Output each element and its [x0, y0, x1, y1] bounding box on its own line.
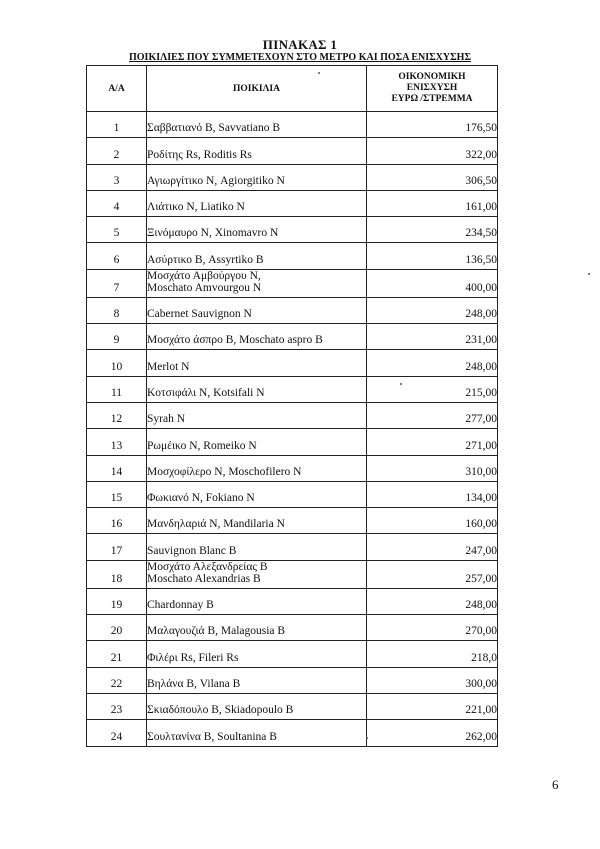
table-row: [87, 269, 498, 297]
table-title: ΠΙΝΑΚΑΣ 1: [262, 37, 338, 52]
table-row: [87, 350, 498, 376]
header-payment: [367, 66, 498, 112]
row-number: 9: [87, 324, 147, 350]
variety-name-line1: Μοσχάτο Αμβούργου Ν,: [147, 269, 261, 282]
variety-name-line1: Μαλαγουζιά Β, Malagousia B: [147, 625, 286, 638]
table-row: [87, 429, 498, 455]
payment-value: 277,00: [367, 402, 498, 428]
variety-name: [147, 560, 367, 588]
payment-value: 262,00: [367, 720, 498, 746]
page-number: 6: [552, 777, 559, 792]
variety-name-line1: Ροδίτης Rs, Roditis Rs: [147, 148, 252, 161]
row-number: 15: [87, 481, 147, 507]
variety-name: [147, 693, 367, 719]
row-number: 16: [87, 508, 147, 534]
table-row: [87, 164, 498, 190]
table-row: [87, 324, 498, 350]
row-number: 5: [87, 217, 147, 243]
variety-name: [147, 641, 367, 667]
variety-name: [147, 243, 367, 269]
row-number: 23: [87, 693, 147, 719]
variety-name-line1: Sauvignon Blanc B: [147, 544, 237, 557]
table-row: [87, 641, 498, 667]
payment-value: 215,00: [367, 376, 498, 402]
payment-value: 248,00: [367, 297, 498, 323]
payment-value: 231,00: [367, 324, 498, 350]
scan-speck: [366, 737, 368, 739]
table-row: [87, 402, 498, 428]
header-payment-line1: ΟΙΚΟΝΟΜΙΚΗ: [398, 72, 466, 82]
row-number: 4: [87, 190, 147, 216]
payment-value: 218,0: [367, 641, 498, 667]
table-row: [87, 720, 498, 746]
payment-value: 271,00: [367, 429, 498, 455]
row-number: 18: [87, 560, 147, 588]
row-number: 20: [87, 615, 147, 641]
scan-speck: [318, 72, 320, 74]
variety-name: [147, 350, 367, 376]
payment-value: 248,00: [367, 350, 498, 376]
payment-value: 322,00: [367, 138, 498, 164]
row-number: 14: [87, 455, 147, 481]
table-row: [87, 534, 498, 560]
variety-name: [147, 297, 367, 323]
row-number: 7: [87, 269, 147, 297]
variety-name: [147, 534, 367, 560]
table-row: [87, 376, 498, 402]
row-number: 2: [87, 138, 147, 164]
table-row: [87, 588, 498, 614]
row-number: 17: [87, 534, 147, 560]
varieties-table: [86, 65, 498, 747]
table-row: [87, 560, 498, 588]
row-number: 3: [87, 164, 147, 190]
variety-name: [147, 112, 367, 138]
variety-name: [147, 190, 367, 216]
variety-name-line2: Moschato Amvourgou N: [147, 281, 262, 294]
variety-name-line1: Αγιωργίτικο Ν, Agiorgitiko N: [147, 174, 285, 187]
variety-name-line1: Merlot N: [147, 360, 190, 373]
variety-name-line1: Μοσχάτο άσπρο Β, Moschato aspro B: [147, 334, 323, 347]
variety-name-line1: Ρωμέικο Ν, Romeiko N: [147, 439, 257, 452]
row-number: 24: [87, 720, 147, 746]
table-row: [87, 455, 498, 481]
row-number: 10: [87, 350, 147, 376]
variety-name: [147, 376, 367, 402]
payment-value: 134,00: [367, 481, 498, 507]
table-row: [87, 217, 498, 243]
header-aa: Α/Α: [87, 66, 147, 112]
payment-value: 248,00: [367, 588, 498, 614]
table-row: [87, 693, 498, 719]
table-row: [87, 138, 498, 164]
variety-name: [147, 667, 367, 693]
row-number: 6: [87, 243, 147, 269]
table-row: [87, 508, 498, 534]
table-row: [87, 243, 498, 269]
table-row: [87, 481, 498, 507]
variety-name-line1: Ξινόμαυρο Ν, Xinomavro N: [147, 227, 279, 240]
payment-value: 221,00: [367, 693, 498, 719]
row-number: 22: [87, 667, 147, 693]
variety-name-line2: Moschato Alexandrias B: [147, 572, 261, 585]
variety-name: [147, 508, 367, 534]
variety-name-line1: Κοτσιφάλι Ν, Kotsifali N: [147, 386, 265, 399]
variety-name: [147, 402, 367, 428]
payment-value: 136,50: [367, 243, 498, 269]
variety-name-line1: Λιάτικο Ν, Liatiko N: [147, 201, 245, 214]
variety-name-line1: Σουλτανίνα Β, Soultanina B: [147, 730, 277, 743]
variety-name-line1: Βηλάνα Β, Vilana B: [147, 677, 241, 690]
variety-name-line1: Φιλέρι Rs, Fileri Rs: [147, 651, 239, 664]
variety-name-line1: Μανδηλαριά Ν, Mandilaria N: [147, 518, 285, 531]
payment-value: 270,00: [367, 615, 498, 641]
variety-name: [147, 720, 367, 746]
variety-name-line1: Μοσχοφίλερο Ν, Moschofilero N: [147, 465, 302, 478]
payment-value: 234,50: [367, 217, 498, 243]
variety-name: [147, 481, 367, 507]
row-number: 8: [87, 297, 147, 323]
payment-value: 257,00: [367, 560, 498, 588]
row-number: 12: [87, 402, 147, 428]
table-subtitle: ΠΟΙΚΙΛΙΕΣ ΠΟΥ ΣΥΜΜΕΤΕΧΟΥΝ ΣΤΟ ΜΕΤΡΟ ΚΑΙ ΠΟΣΑ ΕΝΙΣΧΥΣΗΣ: [129, 52, 471, 63]
header-variety: ΠΟΙΚΙΛΙΑ: [147, 66, 367, 112]
table-row: [87, 667, 498, 693]
scan-speck: [400, 383, 402, 385]
variety-name: [147, 615, 367, 641]
payment-value: 310,00: [367, 455, 498, 481]
variety-name-line1: Chardonnay B: [147, 599, 214, 612]
variety-name: [147, 429, 367, 455]
variety-name: [147, 217, 367, 243]
variety-name-line1: Cabernet Sauvignon N: [147, 308, 252, 321]
variety-name-line1: Φωκιανό Ν, Fokiano N: [147, 492, 255, 505]
row-number: 13: [87, 429, 147, 455]
variety-name: [147, 455, 367, 481]
payment-value: 176,50: [367, 112, 498, 138]
variety-name: [147, 269, 367, 297]
variety-name: [147, 138, 367, 164]
variety-name: [147, 164, 367, 190]
variety-name-line1: Syrah N: [147, 413, 186, 426]
scan-speck: [588, 273, 590, 275]
payment-value: 300,00: [367, 667, 498, 693]
variety-name-line1: Σκιαδόπουλο Β, Skiadopoulo B: [147, 704, 294, 717]
payment-value: 161,00: [367, 190, 498, 216]
table-row: [87, 615, 498, 641]
variety-name-line1: Ασύρτικο Β, Assyrtiko B: [147, 253, 264, 266]
row-number: 1: [87, 112, 147, 138]
table-row: [87, 190, 498, 216]
variety-name: [147, 588, 367, 614]
variety-name: [147, 324, 367, 350]
row-number: 19: [87, 588, 147, 614]
row-number: 21: [87, 641, 147, 667]
payment-value: 400,00: [367, 269, 498, 297]
header-payment-line2: ΕΝΙΣΧΥΣΗ: [406, 83, 458, 93]
table-row: [87, 112, 498, 138]
payment-value: 306,50: [367, 164, 498, 190]
variety-name-line1: Σαββατιανό Β, Savvatiano B: [147, 122, 281, 135]
variety-name-line1: Μοσχάτο Αλεξανδρείας Β: [147, 560, 268, 573]
row-number: 11: [87, 376, 147, 402]
payment-value: 160,00: [367, 508, 498, 534]
header-payment-line3: ΕΥΡΩ /ΣΤΡΕΜΜΑ: [391, 94, 473, 104]
header-row: [87, 66, 498, 112]
payment-value: 247,00: [367, 534, 498, 560]
table-row: [87, 297, 498, 323]
